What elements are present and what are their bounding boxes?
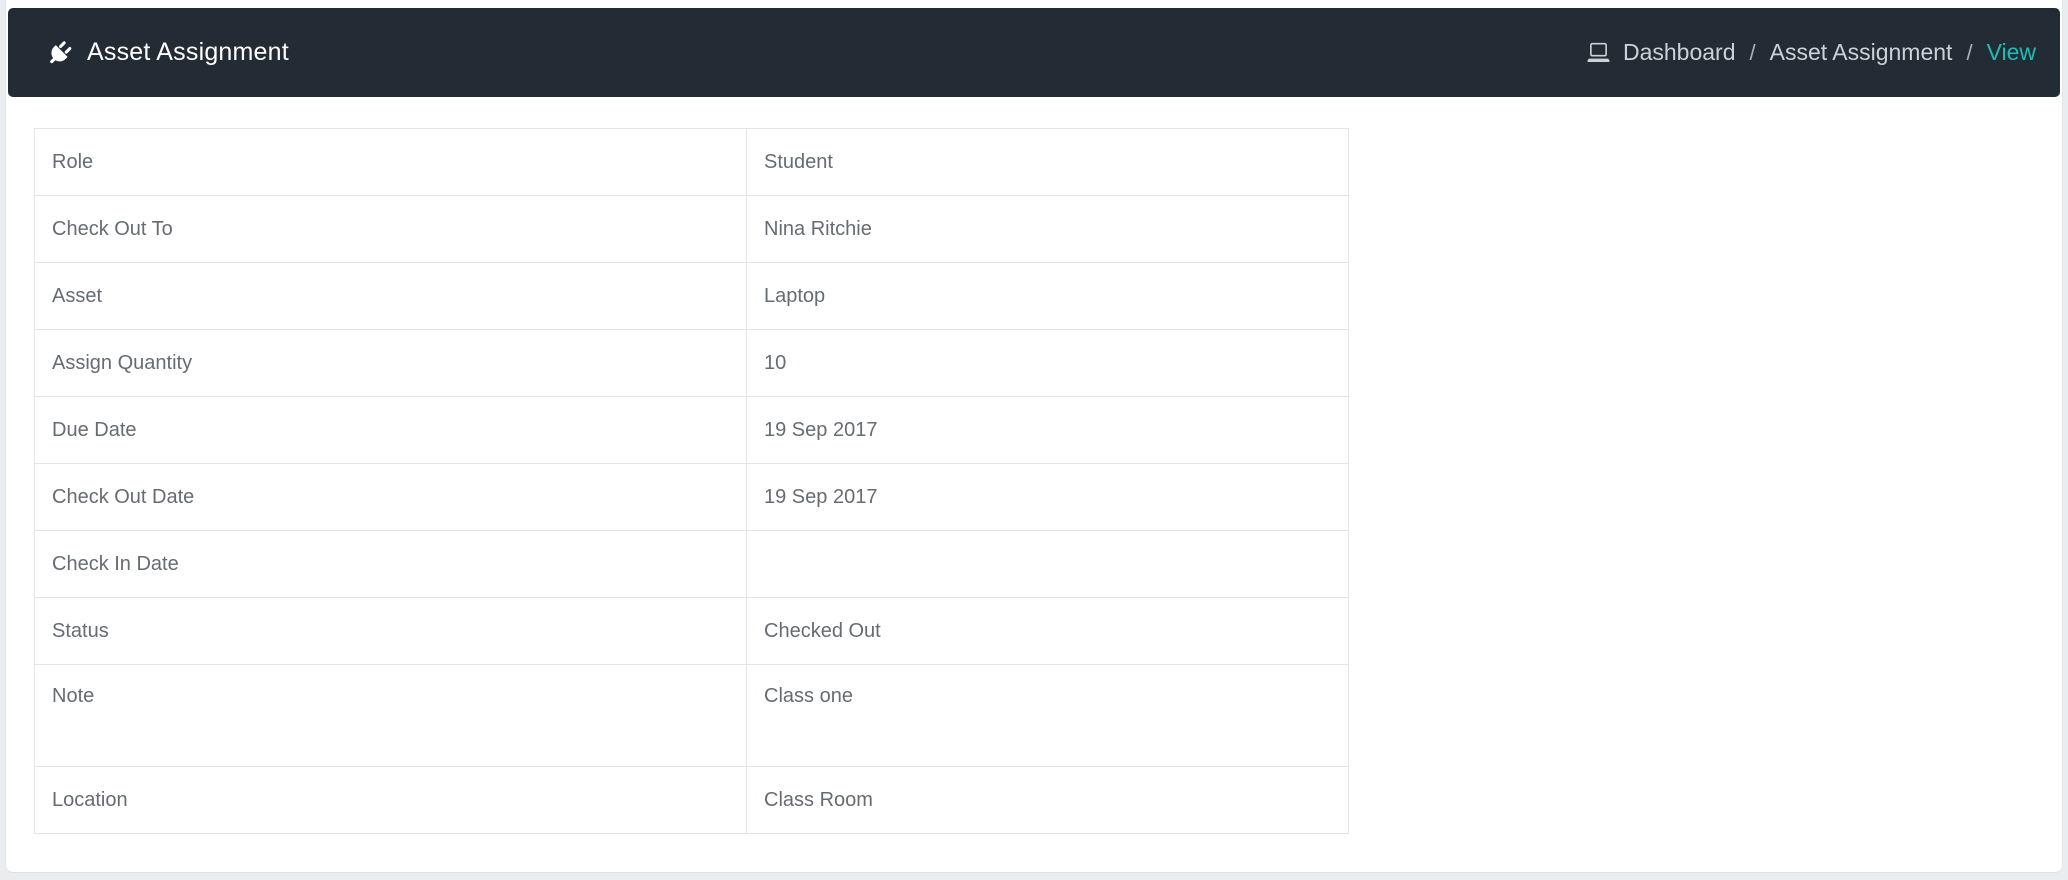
table-row-check-in-date bbox=[35, 531, 1349, 598]
field-label-cell: Role bbox=[35, 129, 747, 196]
field-label-cell: Note bbox=[35, 665, 747, 767]
breadcrumb bbox=[1585, 39, 2036, 66]
field-label-cell: Location bbox=[35, 767, 747, 834]
field-label-cell: Check In Date bbox=[35, 531, 747, 598]
field-value-cell: 19 Sep 2017 bbox=[747, 464, 1349, 531]
field-label-cell: Check Out Date bbox=[35, 464, 747, 531]
field-value-cell: Laptop bbox=[747, 263, 1349, 330]
table-row-status bbox=[35, 598, 1349, 665]
laptop-icon bbox=[1585, 41, 1612, 65]
table-row-assign-quantity bbox=[35, 330, 1349, 397]
breadcrumb-separator: / bbox=[1749, 39, 1756, 65]
field-value-cell: 19 Sep 2017 bbox=[747, 397, 1349, 464]
table-row-location bbox=[35, 767, 1349, 834]
page-title: Asset Assignment bbox=[87, 38, 289, 66]
table-row-role bbox=[35, 129, 1349, 196]
field-label-cell: Status bbox=[35, 598, 747, 665]
field-value-cell: Class Room bbox=[747, 767, 1349, 834]
field-value-cell: 10 bbox=[747, 330, 1349, 397]
breadcrumb-separator: / bbox=[1966, 39, 1973, 65]
field-label-cell: Check Out To bbox=[35, 196, 747, 263]
plug-icon bbox=[38, 31, 80, 73]
breadcrumb-item-view: View bbox=[1986, 39, 2036, 65]
table-row-note bbox=[35, 665, 1349, 767]
table-row-due-date bbox=[35, 397, 1349, 464]
page-title-group bbox=[44, 38, 289, 68]
table-row-check-out-date bbox=[35, 464, 1349, 531]
page-header-bar bbox=[8, 8, 2060, 97]
field-label-cell: Asset bbox=[35, 263, 747, 330]
table-row-check-out-to bbox=[35, 196, 1349, 263]
field-value-cell bbox=[747, 531, 1349, 598]
field-value-cell: Class one bbox=[747, 665, 1349, 767]
breadcrumb-item-asset-assignment[interactable]: Asset Assignment bbox=[1769, 39, 1953, 65]
breadcrumb-item-dashboard[interactable]: Dashboard bbox=[1622, 39, 1736, 65]
field-value-cell: Student bbox=[747, 129, 1349, 196]
content-card bbox=[5, 0, 2063, 873]
field-label-cell: Assign Quantity bbox=[35, 330, 747, 397]
field-label-cell: Due Date bbox=[35, 397, 747, 464]
table-row-asset bbox=[35, 263, 1349, 330]
asset-assignment-details-table bbox=[34, 128, 1349, 834]
field-value-cell: Nina Ritchie bbox=[747, 196, 1349, 263]
field-value-cell: Checked Out bbox=[747, 598, 1349, 665]
